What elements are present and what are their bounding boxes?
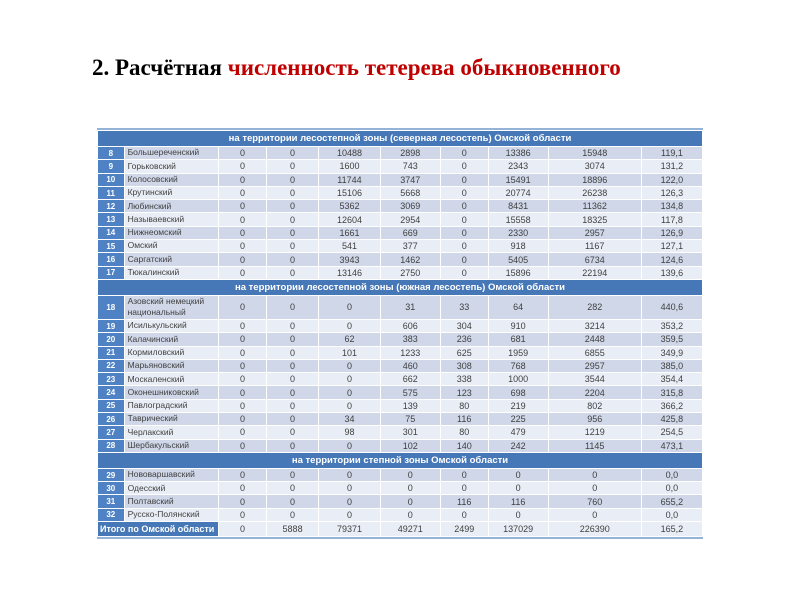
value-cell: 2954 — [381, 213, 440, 225]
district-name: Любинский — [125, 200, 218, 212]
value-cell: 0 — [267, 386, 318, 398]
value-cell: 102 — [381, 440, 440, 452]
value-cell: 0 — [441, 267, 488, 279]
table-row — [98, 240, 702, 252]
district-name: Омский — [125, 240, 218, 252]
total-row — [98, 522, 702, 536]
value-cell: 15491 — [489, 174, 548, 186]
value-cell: 0 — [267, 213, 318, 225]
row-number: 27 — [98, 426, 124, 438]
value-cell: 2898 — [381, 147, 440, 159]
value-cell: 123 — [441, 386, 488, 398]
value-cell: 12604 — [319, 213, 380, 225]
value-cell: 0 — [267, 320, 318, 332]
value-cell: 349,9 — [642, 347, 702, 359]
row-number: 9 — [98, 160, 124, 172]
row-number: 13 — [98, 213, 124, 225]
value-cell: 34 — [319, 413, 380, 425]
value-cell: 98 — [319, 426, 380, 438]
section-row — [98, 131, 702, 146]
district-name: Азовский немецкий национальный — [125, 296, 218, 319]
value-cell: 768 — [489, 360, 548, 372]
value-cell: 440,6 — [642, 296, 702, 319]
row-number: 14 — [98, 227, 124, 239]
value-cell: 0 — [319, 482, 380, 494]
table-row — [98, 426, 702, 438]
table-row — [98, 509, 702, 521]
value-cell: 0 — [267, 440, 318, 452]
value-cell: 0 — [219, 469, 266, 481]
row-number: 18 — [98, 296, 124, 319]
value-cell: 124,6 — [642, 253, 702, 265]
value-cell: 0 — [441, 482, 488, 494]
value-cell: 11744 — [319, 174, 380, 186]
value-cell: 0 — [267, 240, 318, 252]
value-cell: 6734 — [549, 253, 641, 265]
value-cell: 139,6 — [642, 267, 702, 279]
value-cell: 669 — [381, 227, 440, 239]
table-row — [98, 400, 702, 412]
value-cell: 1000 — [489, 373, 548, 385]
value-cell: 15558 — [489, 213, 548, 225]
value-cell: 3069 — [381, 200, 440, 212]
value-cell: 18325 — [549, 213, 641, 225]
value-cell: 0 — [219, 333, 266, 345]
value-cell: 0 — [219, 240, 266, 252]
district-name: Колосовский — [125, 174, 218, 186]
value-cell: 0 — [549, 482, 641, 494]
value-cell: 0 — [441, 469, 488, 481]
value-cell: 0 — [267, 347, 318, 359]
value-cell: 0 — [381, 469, 440, 481]
table-row — [98, 347, 702, 359]
value-cell: 0 — [219, 160, 266, 172]
district-name: Одесский — [125, 482, 218, 494]
value-cell: 75 — [381, 413, 440, 425]
value-cell: 126,9 — [642, 227, 702, 239]
row-number: 19 — [98, 320, 124, 332]
row-number: 23 — [98, 373, 124, 385]
value-cell: 101 — [319, 347, 380, 359]
value-cell: 0 — [219, 267, 266, 279]
value-cell: 15948 — [549, 147, 641, 159]
value-cell: 18896 — [549, 174, 641, 186]
value-cell: 254,5 — [642, 426, 702, 438]
table-row — [98, 333, 702, 345]
title-prefix: 2. Расчётная — [92, 55, 228, 80]
value-cell: 116 — [441, 413, 488, 425]
total-value-cell: 5888 — [267, 522, 318, 536]
value-cell: 625 — [441, 347, 488, 359]
value-cell: 31 — [381, 296, 440, 319]
table-row — [98, 267, 702, 279]
section-row — [98, 453, 702, 468]
value-cell: 0 — [219, 200, 266, 212]
value-cell: 0 — [381, 509, 440, 521]
table-row — [98, 482, 702, 494]
value-cell: 366,2 — [642, 400, 702, 412]
value-cell: 0 — [219, 495, 266, 507]
value-cell: 62 — [319, 333, 380, 345]
value-cell: 0,0 — [642, 482, 702, 494]
value-cell: 0 — [441, 509, 488, 521]
value-cell: 0 — [219, 213, 266, 225]
value-cell: 2957 — [549, 360, 641, 372]
value-cell: 0,0 — [642, 509, 702, 521]
row-number: 31 — [98, 495, 124, 507]
district-name: Таврический — [125, 413, 218, 425]
value-cell: 5405 — [489, 253, 548, 265]
value-cell: 0 — [219, 386, 266, 398]
table-row — [98, 227, 702, 239]
district-name: Крутинский — [125, 187, 218, 199]
value-cell: 15106 — [319, 187, 380, 199]
value-cell: 0 — [219, 400, 266, 412]
value-cell: 0 — [319, 360, 380, 372]
value-cell: 0 — [219, 253, 266, 265]
value-cell: 3943 — [319, 253, 380, 265]
value-cell: 3747 — [381, 174, 440, 186]
value-cell: 1219 — [549, 426, 641, 438]
value-cell: 2343 — [489, 160, 548, 172]
value-cell: 126,3 — [642, 187, 702, 199]
row-number: 30 — [98, 482, 124, 494]
value-cell: 5668 — [381, 187, 440, 199]
value-cell: 301 — [381, 426, 440, 438]
value-cell: 0 — [267, 174, 318, 186]
value-cell: 0 — [267, 482, 318, 494]
district-name: Кормиловский — [125, 347, 218, 359]
district-name: Полтавский — [125, 495, 218, 507]
value-cell: 0 — [267, 509, 318, 521]
value-cell: 359,5 — [642, 333, 702, 345]
value-cell: 0 — [219, 426, 266, 438]
value-cell: 0 — [219, 227, 266, 239]
value-cell: 11362 — [549, 200, 641, 212]
row-number: 29 — [98, 469, 124, 481]
page-title — [92, 55, 621, 81]
value-cell: 225 — [489, 413, 548, 425]
value-cell: 0 — [267, 296, 318, 319]
value-cell: 0 — [489, 469, 548, 481]
value-cell: 0 — [549, 509, 641, 521]
value-cell: 3544 — [549, 373, 641, 385]
value-cell: 26238 — [549, 187, 641, 199]
total-value-cell: 49271 — [381, 522, 440, 536]
value-cell: 0 — [441, 187, 488, 199]
total-value-cell: 0 — [219, 522, 266, 536]
value-cell: 2957 — [549, 227, 641, 239]
value-cell: 304 — [441, 320, 488, 332]
value-cell: 236 — [441, 333, 488, 345]
value-cell: 3214 — [549, 320, 641, 332]
value-cell: 0 — [267, 147, 318, 159]
value-cell: 743 — [381, 160, 440, 172]
value-cell: 541 — [319, 240, 380, 252]
table-row — [98, 320, 702, 332]
title-highlight: численность тетерева обыкновенного — [227, 55, 621, 80]
district-name: Черлакский — [125, 426, 218, 438]
value-cell: 308 — [441, 360, 488, 372]
value-cell: 479 — [489, 426, 548, 438]
value-cell: 1233 — [381, 347, 440, 359]
value-cell: 0 — [441, 200, 488, 212]
value-cell: 0 — [219, 187, 266, 199]
table-row — [98, 147, 702, 159]
value-cell: 1600 — [319, 160, 380, 172]
value-cell: 0 — [319, 386, 380, 398]
value-cell: 0 — [319, 509, 380, 521]
value-cell: 655,2 — [642, 495, 702, 507]
value-cell: 1959 — [489, 347, 548, 359]
value-cell: 0 — [219, 440, 266, 452]
value-cell: 139 — [381, 400, 440, 412]
total-value-cell: 79371 — [319, 522, 380, 536]
value-cell: 0 — [267, 360, 318, 372]
value-cell: 0 — [219, 413, 266, 425]
value-cell: 354,4 — [642, 373, 702, 385]
value-cell: 2204 — [549, 386, 641, 398]
value-cell: 0 — [219, 509, 266, 521]
row-number: 24 — [98, 386, 124, 398]
table-row — [98, 160, 702, 172]
value-cell: 0 — [219, 360, 266, 372]
value-cell: 140 — [441, 440, 488, 452]
table-row — [98, 386, 702, 398]
value-cell: 0 — [319, 495, 380, 507]
value-cell: 338 — [441, 373, 488, 385]
value-cell: 33 — [441, 296, 488, 319]
table-row — [98, 373, 702, 385]
value-cell: 10488 — [319, 147, 380, 159]
value-cell: 1462 — [381, 253, 440, 265]
district-name: Шербакульский — [125, 440, 218, 452]
value-cell: 910 — [489, 320, 548, 332]
value-cell: 242 — [489, 440, 548, 452]
value-cell: 0 — [441, 253, 488, 265]
district-name: Павлоградский — [125, 400, 218, 412]
value-cell: 5362 — [319, 200, 380, 212]
value-cell: 6855 — [549, 347, 641, 359]
value-cell: 0 — [267, 333, 318, 345]
table-row — [98, 413, 702, 425]
value-cell: 383 — [381, 333, 440, 345]
district-name: Русско-Полянский — [125, 509, 218, 521]
total-label: Итого по Омской области — [98, 522, 218, 536]
value-cell: 0 — [441, 174, 488, 186]
value-cell: 0 — [267, 495, 318, 507]
table-row — [98, 360, 702, 372]
row-number: 28 — [98, 440, 124, 452]
value-cell: 662 — [381, 373, 440, 385]
value-cell: 0 — [319, 400, 380, 412]
section-row — [98, 280, 702, 295]
value-cell: 0 — [441, 227, 488, 239]
value-cell: 760 — [549, 495, 641, 507]
row-number: 25 — [98, 400, 124, 412]
table-row — [98, 296, 702, 319]
district-name: Большереченский — [125, 147, 218, 159]
row-number: 8 — [98, 147, 124, 159]
section-header: на территории степной зоны Омской области — [98, 453, 702, 468]
district-name: Называевский — [125, 213, 218, 225]
value-cell: 0 — [267, 160, 318, 172]
value-cell: 0 — [267, 426, 318, 438]
value-cell: 131,2 — [642, 160, 702, 172]
district-name: Калачинский — [125, 333, 218, 345]
row-number: 32 — [98, 509, 124, 521]
value-cell: 0 — [267, 200, 318, 212]
value-cell: 282 — [549, 296, 641, 319]
value-cell: 0 — [489, 509, 548, 521]
value-cell: 134,8 — [642, 200, 702, 212]
value-cell: 64 — [489, 296, 548, 319]
value-cell: 0 — [267, 469, 318, 481]
table-row — [98, 253, 702, 265]
value-cell: 0 — [219, 147, 266, 159]
value-cell: 460 — [381, 360, 440, 372]
value-cell: 385,0 — [642, 360, 702, 372]
table-row — [98, 187, 702, 199]
value-cell: 20774 — [489, 187, 548, 199]
row-number: 12 — [98, 200, 124, 212]
value-cell: 0 — [319, 320, 380, 332]
value-cell: 0 — [219, 373, 266, 385]
total-value-cell: 137029 — [489, 522, 548, 536]
value-cell: 1145 — [549, 440, 641, 452]
value-cell: 2330 — [489, 227, 548, 239]
district-name: Оконешниковский — [125, 386, 218, 398]
row-number: 22 — [98, 360, 124, 372]
value-cell: 1661 — [319, 227, 380, 239]
value-cell: 0 — [219, 296, 266, 319]
district-name: Исилькульский — [125, 320, 218, 332]
value-cell: 0 — [441, 147, 488, 159]
value-cell: 119,1 — [642, 147, 702, 159]
value-cell: 127,1 — [642, 240, 702, 252]
row-number: 16 — [98, 253, 124, 265]
value-cell: 0 — [319, 440, 380, 452]
value-cell: 2750 — [381, 267, 440, 279]
total-value-cell: 165,2 — [642, 522, 702, 536]
row-number: 26 — [98, 413, 124, 425]
value-cell: 80 — [441, 400, 488, 412]
value-cell: 22194 — [549, 267, 641, 279]
value-cell: 117,8 — [642, 213, 702, 225]
table-row — [98, 440, 702, 452]
value-cell: 0 — [489, 482, 548, 494]
table-row — [98, 174, 702, 186]
value-cell: 918 — [489, 240, 548, 252]
table-row — [98, 200, 702, 212]
value-cell: 956 — [549, 413, 641, 425]
value-cell: 1167 — [549, 240, 641, 252]
value-cell: 315,8 — [642, 386, 702, 398]
section-header: на территории лесостепной зоны (южная лесостепь) Омской области — [98, 280, 702, 295]
value-cell: 473,1 — [642, 440, 702, 452]
value-cell: 0 — [381, 495, 440, 507]
value-cell: 0,0 — [642, 469, 702, 481]
row-number: 15 — [98, 240, 124, 252]
value-cell: 80 — [441, 426, 488, 438]
value-cell: 2448 — [549, 333, 641, 345]
value-cell: 681 — [489, 333, 548, 345]
value-cell: 0 — [441, 160, 488, 172]
value-cell: 0 — [267, 373, 318, 385]
value-cell: 0 — [219, 482, 266, 494]
value-cell: 8431 — [489, 200, 548, 212]
table-row — [98, 213, 702, 225]
district-name: Нижнеомский — [125, 227, 218, 239]
value-cell: 122,0 — [642, 174, 702, 186]
table-row — [98, 469, 702, 481]
table-row — [98, 495, 702, 507]
value-cell: 15896 — [489, 267, 548, 279]
district-name: Саргатский — [125, 253, 218, 265]
value-cell: 0 — [267, 400, 318, 412]
value-cell: 0 — [219, 174, 266, 186]
value-cell: 0 — [381, 482, 440, 494]
row-number: 10 — [98, 174, 124, 186]
district-name: Горьковский — [125, 160, 218, 172]
row-number: 20 — [98, 333, 124, 345]
value-cell: 0 — [319, 296, 380, 319]
value-cell: 0 — [219, 347, 266, 359]
value-cell: 0 — [319, 469, 380, 481]
value-cell: 0 — [267, 253, 318, 265]
value-cell: 0 — [267, 187, 318, 199]
value-cell: 0 — [441, 240, 488, 252]
value-cell: 13146 — [319, 267, 380, 279]
value-cell: 353,2 — [642, 320, 702, 332]
row-number: 21 — [98, 347, 124, 359]
value-cell: 377 — [381, 240, 440, 252]
value-cell: 0 — [267, 227, 318, 239]
value-cell: 3074 — [549, 160, 641, 172]
grouse-count-table — [97, 128, 703, 539]
value-cell: 0 — [441, 213, 488, 225]
district-name: Тюкалинский — [125, 267, 218, 279]
value-cell: 698 — [489, 386, 548, 398]
value-cell: 0 — [219, 320, 266, 332]
value-cell: 606 — [381, 320, 440, 332]
value-cell: 575 — [381, 386, 440, 398]
value-cell: 219 — [489, 400, 548, 412]
value-cell: 116 — [489, 495, 548, 507]
section-header: на территории лесостепной зоны (северная лесостепь) Омской области — [98, 131, 702, 146]
total-value-cell: 2499 — [441, 522, 488, 536]
value-cell: 0 — [549, 469, 641, 481]
value-cell: 802 — [549, 400, 641, 412]
district-name: Марьяновский — [125, 360, 218, 372]
value-cell: 0 — [267, 267, 318, 279]
data-table — [97, 130, 703, 537]
value-cell: 13386 — [489, 147, 548, 159]
row-number: 11 — [98, 187, 124, 199]
value-cell: 425,8 — [642, 413, 702, 425]
district-name: Нововаршавский — [125, 469, 218, 481]
district-name: Москаленский — [125, 373, 218, 385]
value-cell: 0 — [267, 413, 318, 425]
value-cell: 116 — [441, 495, 488, 507]
total-value-cell: 226390 — [549, 522, 641, 536]
row-number: 17 — [98, 267, 124, 279]
value-cell: 0 — [319, 373, 380, 385]
